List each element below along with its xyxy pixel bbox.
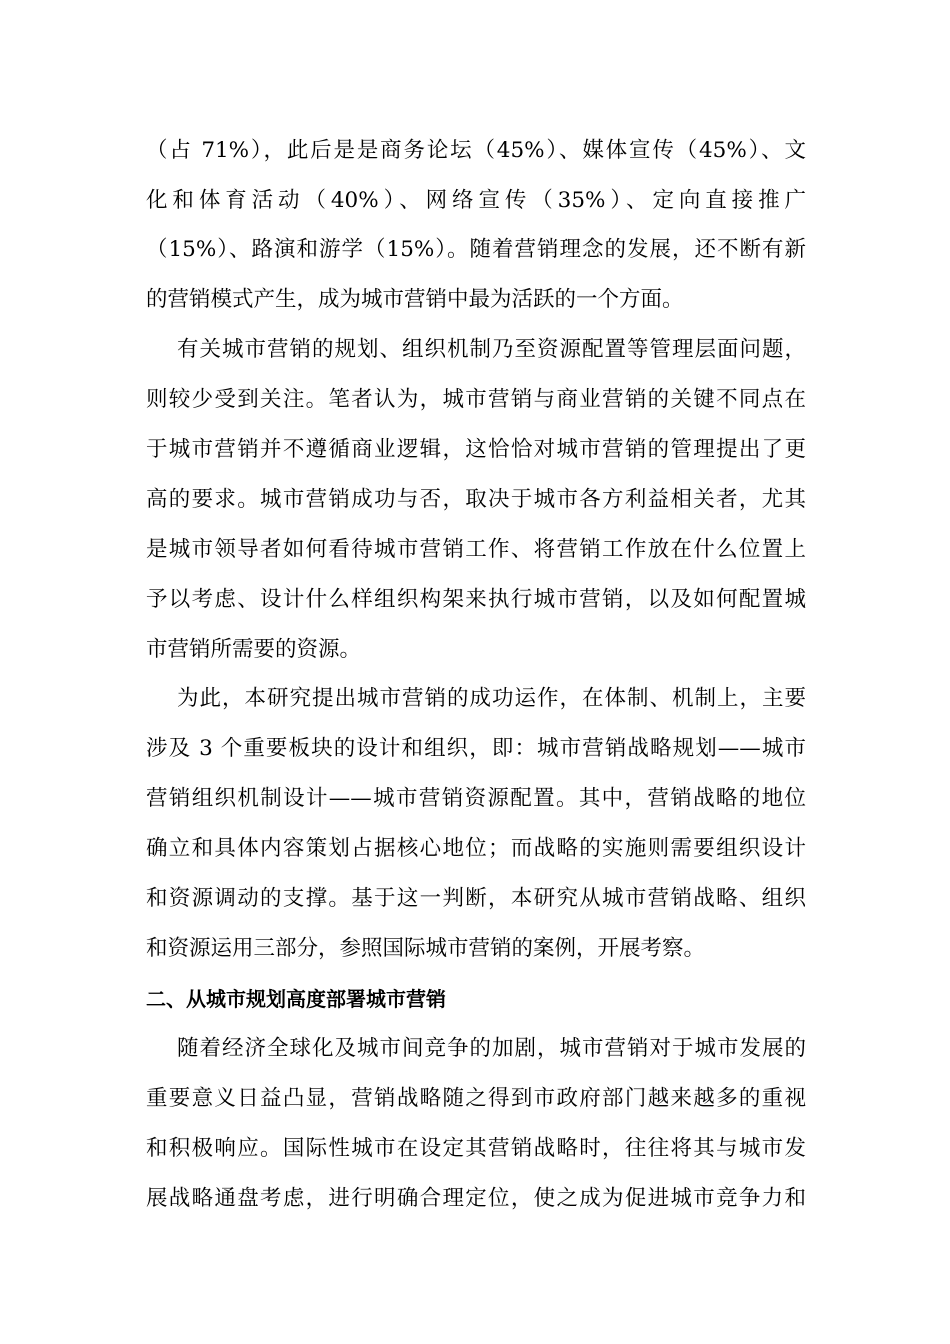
paragraph-1-line-2: 化和体育活动（40%）、网络宣传（35%）、定向直接推广 [146,188,806,213]
paragraph-4-line-2: 重要意义日益凸显，营销战略随之得到市政府部门越来越多的重视 [146,1086,806,1111]
paragraph-2-line-6: 予以考虑、设计什么样组织构架来执行城市营销，以及如何配置城 [146,587,806,612]
paragraph-2-line-1: 有关城市营销的规划、组织机制乃至资源配置等管理层面问题， [177,337,806,362]
section-heading: 二、从城市规划高度部署城市营销 [146,987,446,1011]
paragraph-2-line-3: 于城市营销并不遵循商业逻辑，这恰恰对城市营销的管理提出了更 [146,437,806,462]
paragraph-2-line-4: 高的要求。城市营销成功与否，取决于城市各方利益相关者，尤其 [146,487,806,512]
paragraph-2-line-5: 是城市领导者如何看待城市营销工作、将营销工作放在什么位置上 [146,537,806,562]
paragraph-3-line-6: 和资源运用三部分，参照国际城市营销的案例，开展考察。 [146,936,706,961]
paragraph-1-line-3: （15%）、路演和游学（15%）。随着营销理念的发展，还不断有新 [146,237,806,262]
paragraph-1-line-1: （占 71%），此后是是商务论坛（45%）、媒体宣传（45%）、文 [146,138,806,163]
paragraph-1-line-4: 的营销模式产生，成为城市营销中最为活跃的一个方面。 [146,287,684,312]
paragraph-4-line-4: 展战略通盘考虑，进行明确合理定位，使之成为促进城市竞争力和 [146,1186,806,1211]
paragraph-4-line-3: 和积极响应。国际性城市在设定其营销战略时，往往将其与城市发 [146,1136,806,1161]
paragraph-2-line-7: 市营销所需要的资源。 [146,637,362,662]
paragraph-3-line-4: 确立和具体内容策划占据核心地位；而战略的实施则需要组织设计 [146,836,806,861]
paragraph-2-line-2: 则较少受到关注。笔者认为，城市营销与商业营销的关键不同点在 [146,387,806,412]
paragraph-3-line-1: 为此，本研究提出城市营销的成功运作，在体制、机制上，主要 [177,686,806,711]
paragraph-3-line-5: 和资源调动的支撑。基于这一判断，本研究从城市营销战略、组织 [146,886,806,911]
paragraph-3-line-2: 涉及 3 个重要板块的设计和组织，即：城市营销战略规划——城市 [146,736,806,761]
paragraph-4-line-1: 随着经济全球化及城市间竞争的加剧，城市营销对于城市发展的 [177,1036,806,1061]
paragraph-3-line-3: 营销组织机制设计——城市营销资源配置。其中，营销战略的地位 [146,786,806,811]
